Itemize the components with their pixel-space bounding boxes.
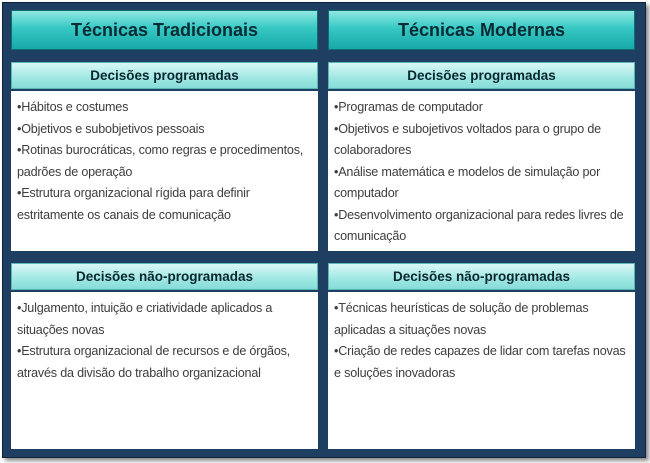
modern-nonprogrammed-header: Decisões não-programadas: [328, 263, 635, 290]
list-item: •Programas de computador: [334, 100, 483, 114]
list-item: •Objetivos e subobjetivos pessoais: [17, 121, 205, 136]
list-item: •Técnicas heurísticas de solução de problemas aplicadas a situações novas: [334, 301, 589, 337]
traditional-nonprogrammed-panel: [11, 292, 318, 449]
list-item: •Estrutura organizacional rígida para definir estritamente os canais de comunicação: [17, 186, 250, 222]
traditional-programmed-header: Decisões programadas: [11, 62, 318, 89]
modern-nonprogrammed-panel: [328, 292, 635, 449]
list-item: •Objetivos e subojetivos voltados para o grupo de colaboradores: [334, 121, 601, 157]
list-item: •Análise matemática e modelos de simulação por computador: [334, 164, 601, 200]
traditional-column: [11, 10, 318, 450]
modern-column: [328, 10, 635, 450]
list-item: •Julgamento, intuição e criatividade aplicados a situações novas: [17, 301, 273, 337]
traditional-nonprogrammed-header: Decisões não-programadas: [11, 263, 318, 290]
list-item: •Estrutura organizacional de recursos e de órgãos, através da divisão do trabalho organizacional: [17, 344, 291, 380]
list-item: •Hábitos e costumes: [17, 100, 129, 114]
modern-programmed-header: Decisões programadas: [328, 62, 635, 89]
list-item: •Criação de redes capazes de lidar com tarefas novas e soluções inovadoras: [334, 344, 626, 380]
list-item: •Rotinas burocráticas, como regras e procedimentos, padrões de operação: [17, 143, 304, 179]
traditional-programmed-panel: [11, 91, 318, 251]
modern-programmed-panel: [328, 91, 635, 251]
modern-title: Técnicas Modernas: [328, 10, 635, 50]
comparison-table: [2, 2, 646, 458]
traditional-title: Técnicas Tradicionais: [11, 10, 318, 50]
list-item: •Desenvolvimento organizacional para redes livres de comunicação: [334, 207, 624, 243]
